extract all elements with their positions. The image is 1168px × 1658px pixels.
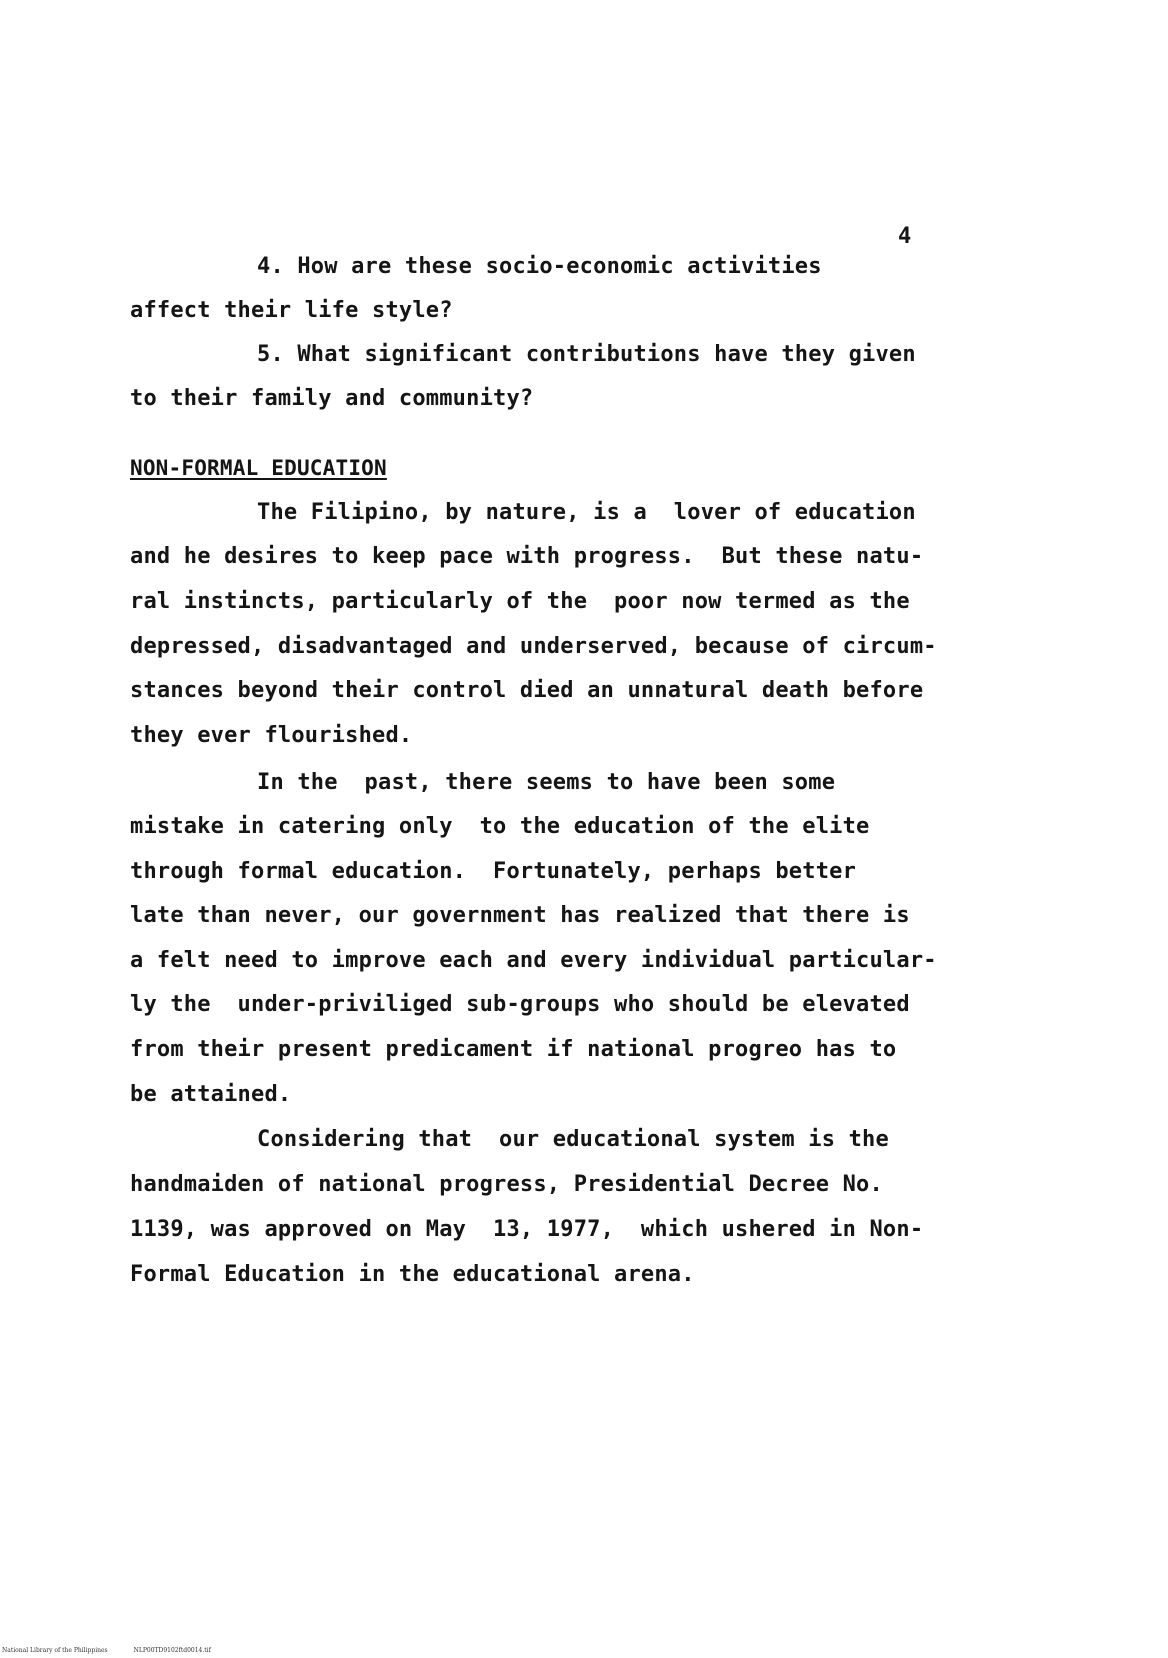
scan-footer bbox=[2, 1647, 237, 1654]
paragraph-1-line: ral instincts, particularly of the poor now termed as the bbox=[130, 589, 910, 614]
paragraph-1-line: The Filipino, by nature, is a lover of education bbox=[257, 500, 916, 525]
paragraph-1-line: depressed, disadvantaged and underserved, because of circum- bbox=[130, 634, 937, 659]
paragraph-1-line: stances beyond their control died an unnatural death before bbox=[130, 678, 924, 703]
paragraph-2-line: late than never, our government has realized that there is bbox=[130, 903, 910, 928]
paragraph-2-line: a felt need to improve each and every individual particular- bbox=[130, 948, 937, 973]
paragraph-2-line: be attained. bbox=[130, 1082, 292, 1107]
paragraph-3-line: 1139, was approved on May 13, 1977, which ushered in Non- bbox=[130, 1217, 924, 1242]
paragraph-2-line: mistake in catering only to the education of the elite bbox=[130, 814, 870, 839]
paragraph-2-line: from their present predicament if national progreo has to bbox=[130, 1037, 897, 1062]
paragraph-1-line: and he desires to keep pace with progress. But these natu- bbox=[130, 544, 924, 569]
question-4-line-2: affect their life style? bbox=[130, 298, 453, 323]
paragraph-1-line: they ever flourished. bbox=[130, 723, 413, 748]
question-5-line-2: to their family and community? bbox=[130, 386, 534, 411]
footer-filename: NLP00TD9102ftd0014.tif bbox=[133, 1647, 211, 1654]
paragraph-2-line: through formal education. Fortunately, perhaps better bbox=[130, 859, 857, 884]
paragraph-3-line: Considering that our educational system is the bbox=[257, 1127, 889, 1152]
paragraph-3-line: handmaiden of national progress, Presidential Decree No. bbox=[130, 1172, 883, 1197]
footer-library: National Library of the Philippines bbox=[2, 1647, 108, 1654]
paragraph-2-line: ly the under-priviliged sub-groups who should be elevated bbox=[130, 992, 910, 1017]
page-number: 4 bbox=[898, 224, 912, 249]
question-5-line-1: 5. What significant contributions have they given bbox=[257, 342, 916, 367]
paragraph-3-line: Formal Education in the educational arena. bbox=[130, 1262, 695, 1287]
question-4-line-1: 4. How are these socio-economic activities bbox=[257, 254, 822, 279]
paragraph-2-line: In the past, there seems to have been some bbox=[257, 770, 836, 795]
section-heading: NON-FORMAL EDUCATION bbox=[130, 456, 387, 480]
